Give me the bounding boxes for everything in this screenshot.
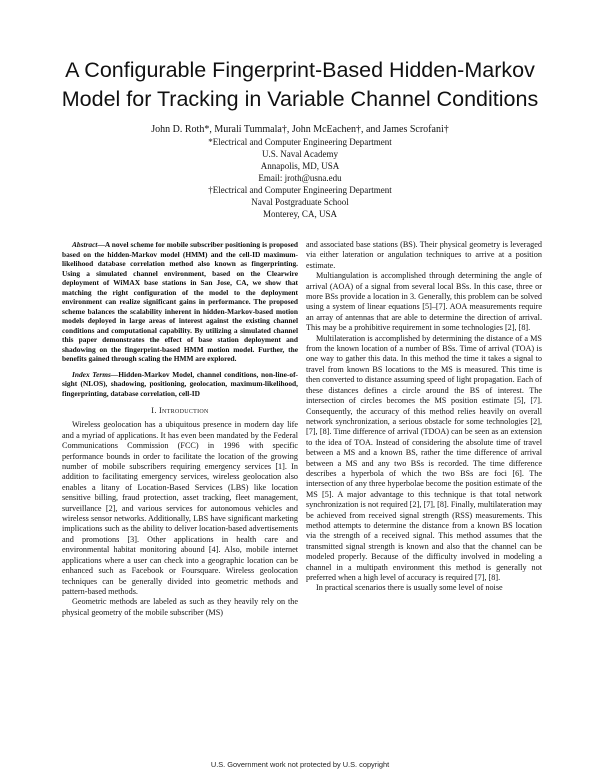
affiliation-line: Monterey, CA, USA <box>263 209 337 219</box>
author-list: John D. Roth*, Murali Tummala†, John McEachen†, and James Scrofani† <box>151 124 449 135</box>
abstract <box>62 240 298 364</box>
body-paragraph: Wireless geolocation has a ubiquitous presence in modern day life and a myriad of applications. It has even been mandated by the Federal Communications Commission (FCC) in 1996 with specific performance bounds in order to facilitate the location of the growing number of mobile subscribers requiring emergency services [1]. In addition to facilitating emergency services, wireless geolocation also enables a litany of Location-Based Services (LBS) like location sensitive billing, fraud protection, asset tracking, fleet management, surveillance [2], and various services for autonomous vehicles and wireless sensor networks. Additionally, LBS have significant marketing implications such as the ability to deliver location-based advertisements and promotions [3]. Other applications in health care and environmental habitat monitoring abound [4]. Also, mobile internet applications where a user can check into a geographic location can be enhanced such as Facebook or Foursquare. Wireless geolocation techniques can be generally divided into geometric methods and pattern-based methods. <box>62 420 298 596</box>
index-terms <box>62 370 298 399</box>
section-heading-introduction: I. Introduction <box>151 406 209 415</box>
body-paragraph: and associated base stations (BS). Their physical geometry is leveraged via either lateration or angulation techniques to arrive at a position estimate. <box>306 240 542 270</box>
left-column <box>62 240 298 618</box>
copyright-footer: U.S. Government work not protected by U.S. copyright <box>210 760 390 769</box>
affiliation-line: Annapolis, MD, USA <box>260 161 340 171</box>
affiliation-line: U.S. Naval Academy <box>262 149 338 159</box>
index-terms-label: Index Terms <box>72 369 111 379</box>
affiliation-line: *Electrical and Computer Engineering Department <box>208 137 392 147</box>
index-terms-body: —Hidden-Markov Model, channel conditions, non-line-of-sight (NLOS), shadowing, positioning, geolocation, maximum-likelihood, fingerprinting, database correlation, cell-ID <box>62 369 298 398</box>
affiliation-line: Naval Postgraduate School <box>251 197 349 207</box>
body-paragraph: Multilateration is accomplished by determining the distance of a MS from the known location of a number of BSs. Time of arrival (TOA) is one way to gather this data. In this method the time it takes a signal to travel from known BS locations to the MS is measured. This time is then converted to distance assuming speed of light propagation. Each of these distances defines a circle around the BS of interest. The intersection of circles becomes the MS position estimate [5], [7]. Consequently, the accuracy of this method relies heavily on overall network synchronization, a serious obstacle for some technologies [2], [7], [8]. Time difference of arrival (TDOA) can be seen as an extension to the idea of TOA. Instead of considering the absolute time of travel between a MS and a known BS, rather the time difference of arrival between a MS and any two BSs is recorded. The time difference describes a hyperbola of which the two BSs are foci [6]. The intersection of any three hyperbolae become the position estimate of the MS [5]. A major advantage to this technique is that total network synchronization is not required [2], [7], [8]. Finally, multilateration may be achieved from received signal strength (RSS) measurements. This method attempts to determine the distance from a known BS location via the strength of a received signal. This method assumes that the transmitted signal strength is known and also that the channel can be modeled properly. Because of the difficulty involved in modeling a channel in a multipath environment this method is generally not preferred when a high level of accuracy is required [7], [8]. <box>306 333 542 582</box>
title-line-2: Model for Tracking in Variable Channel Conditions <box>61 87 539 111</box>
affiliation-email: Email: jroth@usna.edu <box>258 173 342 183</box>
body-paragraph: Multiangulation is accomplished through determining the angle of arrival (AOA) of a signal from several local BSs. In this case, three or more BSs provide a location in 3. Generally, this problem can be solved using a system of linear equations [5]–[7]. AOA measurements require an array of antennas that are able to determine the direction of arrival. This may be a prohibitive requirement in some technologies [2], [8]. <box>306 271 542 333</box>
abstract-body: —A novel scheme for mobile subscriber positioning is proposed based on the hidden-Markov model (HMM) and the cell-ID maximum-likelihood database correlation method also known as fingerprinting. Using a simulated channel environment, based on the Clearwire deployment of WiMAX base stations in San Jose, CA, we show that matching the right configuration of the model to the deployment environment can realize significant gains in performance. The proposed scheme balances the scalability inherent in hidden-Markov-based motion models deployed in large areas of interest against the existing channel conditions and computational capability. By utilizing a simulated channel this paper demonstrates the effect of base station deployment and shadowing on the fingerprint-based HMM motion model. Further, the benefits gained through scaling the HMM are explored. <box>62 240 298 363</box>
abstract-label: Abstract <box>72 240 98 249</box>
body-paragraph: Geometric methods are labeled as such as they heavily rely on the physical geometry of the mobile subscriber (MS) <box>62 597 298 617</box>
right-column <box>306 240 542 594</box>
paper-title <box>40 56 560 114</box>
title-line-1: A Configurable Fingerprint-Based Hidden-Markov <box>65 58 535 82</box>
affiliation-line: †Electrical and Computer Engineering Department <box>208 185 392 195</box>
body-paragraph: In practical scenarios there is usually some level of noise <box>316 583 503 593</box>
